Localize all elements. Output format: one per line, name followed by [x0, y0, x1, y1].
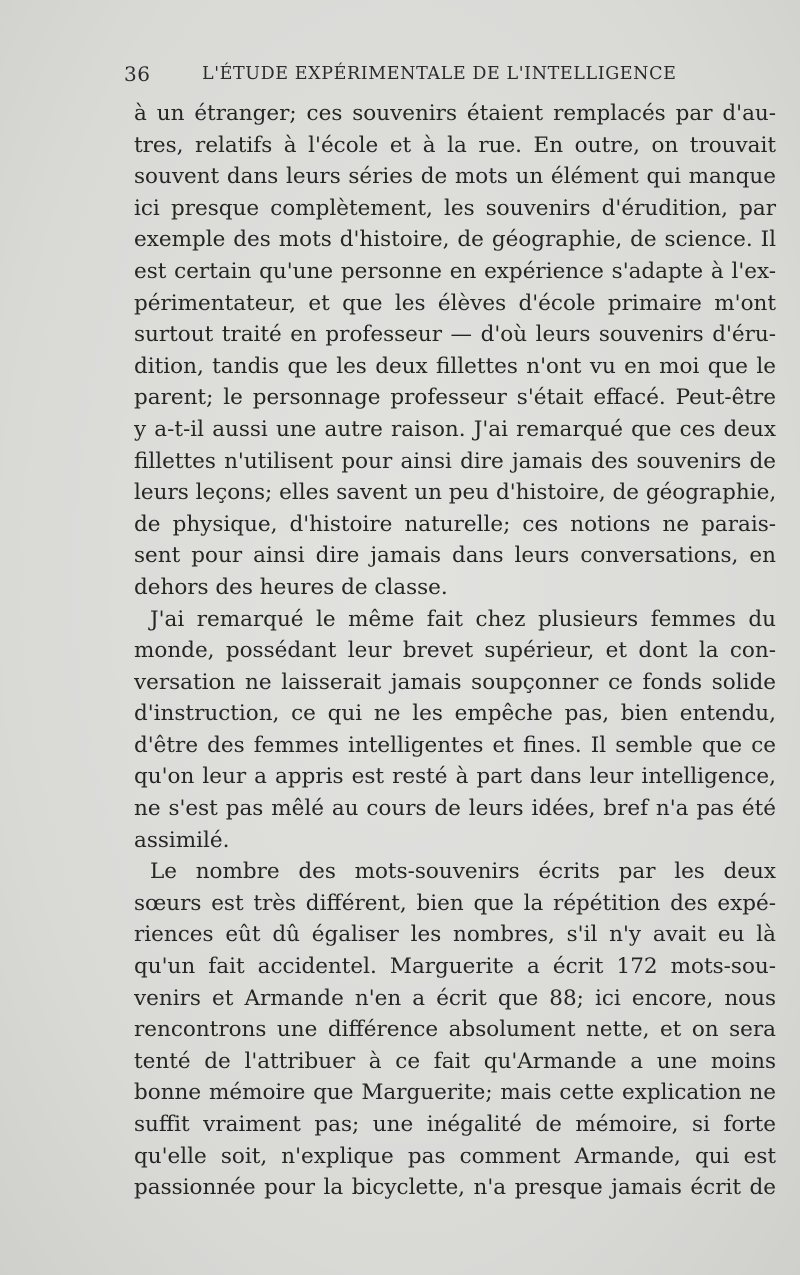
paragraph-start-line: J'ai remarqué le même fait chez plusieurs femmes du [150, 606, 776, 632]
text-line: qu'elle soit, n'explique pas comment Armande, qui est [134, 1143, 776, 1169]
page-header [124, 62, 724, 96]
text-line: exemple des mots d'histoire, de géographie, de science. Il [134, 227, 776, 253]
text-line: ne s'est pas mêlé au cours de leurs idées, bref n'a pas été [134, 796, 776, 822]
text-line: leurs leçons; elles savent un peu d'histoire, de géographie, [134, 480, 777, 506]
text-line: d'être des femmes intelligentes et fines. Il semble que ce [134, 732, 776, 758]
text-line: qu'un fait accidentel. Marguerite a écrit 172 mots-sou- [134, 954, 776, 980]
text-line: dition, tandis que les deux fillettes n'ont vu en moi que le [134, 353, 776, 379]
text-line: parent; le personnage professeur s'était effacé. Peut-être [134, 385, 776, 411]
text-line: sent pour ainsi dire jamais dans leurs conversations, en [134, 543, 776, 569]
text-line: y a-t-il aussi une autre raison. J'ai remarqué que ces deux [134, 416, 776, 442]
text-line: fillettes n'utilisent pour ainsi dire jamais des souvenirs de [134, 448, 776, 474]
text-line: dehors des heures de classe. [134, 574, 448, 600]
body-text [116, 98, 776, 1204]
text-line: est certain qu'une personne en expérience s'adapte à l'ex- [134, 258, 776, 284]
text-line: à un étranger; ces souvenirs étaient remplacés par d'au- [134, 101, 776, 126]
text-line: périmentateur, et que les élèves d'école primaire m'ont [134, 290, 776, 316]
text-line: rencontrons une différence absolument nette, et on sera [134, 1017, 776, 1043]
text-line: riences eût dû égaliser les nombres, s'il n'y avait eu là [134, 922, 776, 948]
running-title: L'ÉTUDE EXPÉRIMENTALE DE L'INTELLIGENCE [202, 64, 677, 84]
text-line: venirs et Armande n'en a écrit que 88; ici encore, nous [134, 985, 776, 1011]
text-line: surtout traité en professeur — d'où leurs souvenirs d'éru- [134, 322, 776, 348]
text-line: monde, possédant leur brevet supérieur, et dont la con- [134, 638, 776, 664]
text-line: suffit vraiment pas; une inégalité de mémoire, si forte [134, 1112, 776, 1137]
text-line: passionnée pour la bicyclette, n'a presque jamais écrit de [134, 1175, 776, 1201]
text-line: bonne mémoire que Marguerite; mais cette explication ne [134, 1080, 776, 1106]
text-line: sœurs est très différent, bien que la répétition des expé- [134, 890, 776, 916]
text-line: versation ne laisserait jamais soupçonner ce fonds solide [134, 669, 776, 695]
text-line: ici presque complètement, les souvenirs d'érudition, par [134, 195, 776, 221]
text-line: de physique, d'histoire naturelle; ces notions ne parais- [134, 511, 776, 537]
text-line: qu'on leur a appris est resté à part dans leur intelligence, [134, 764, 776, 790]
text-line: tres, relatifs à l'école et à la rue. En outre, on trouvait [134, 132, 776, 158]
text-line: souvent dans leurs séries de mots un élément qui manque [134, 164, 776, 190]
page-number: 36 [124, 62, 151, 86]
paragraph-start-line: Le nombre des mots-souvenirs écrits par les deux [150, 859, 776, 885]
text-line: assimilé. [134, 827, 230, 853]
text-line: d'instruction, ce qui ne les empêche pas, bien entendu, [134, 701, 776, 727]
text-line: tenté de l'attribuer à ce fait qu'Armande a une moins [134, 1048, 776, 1074]
